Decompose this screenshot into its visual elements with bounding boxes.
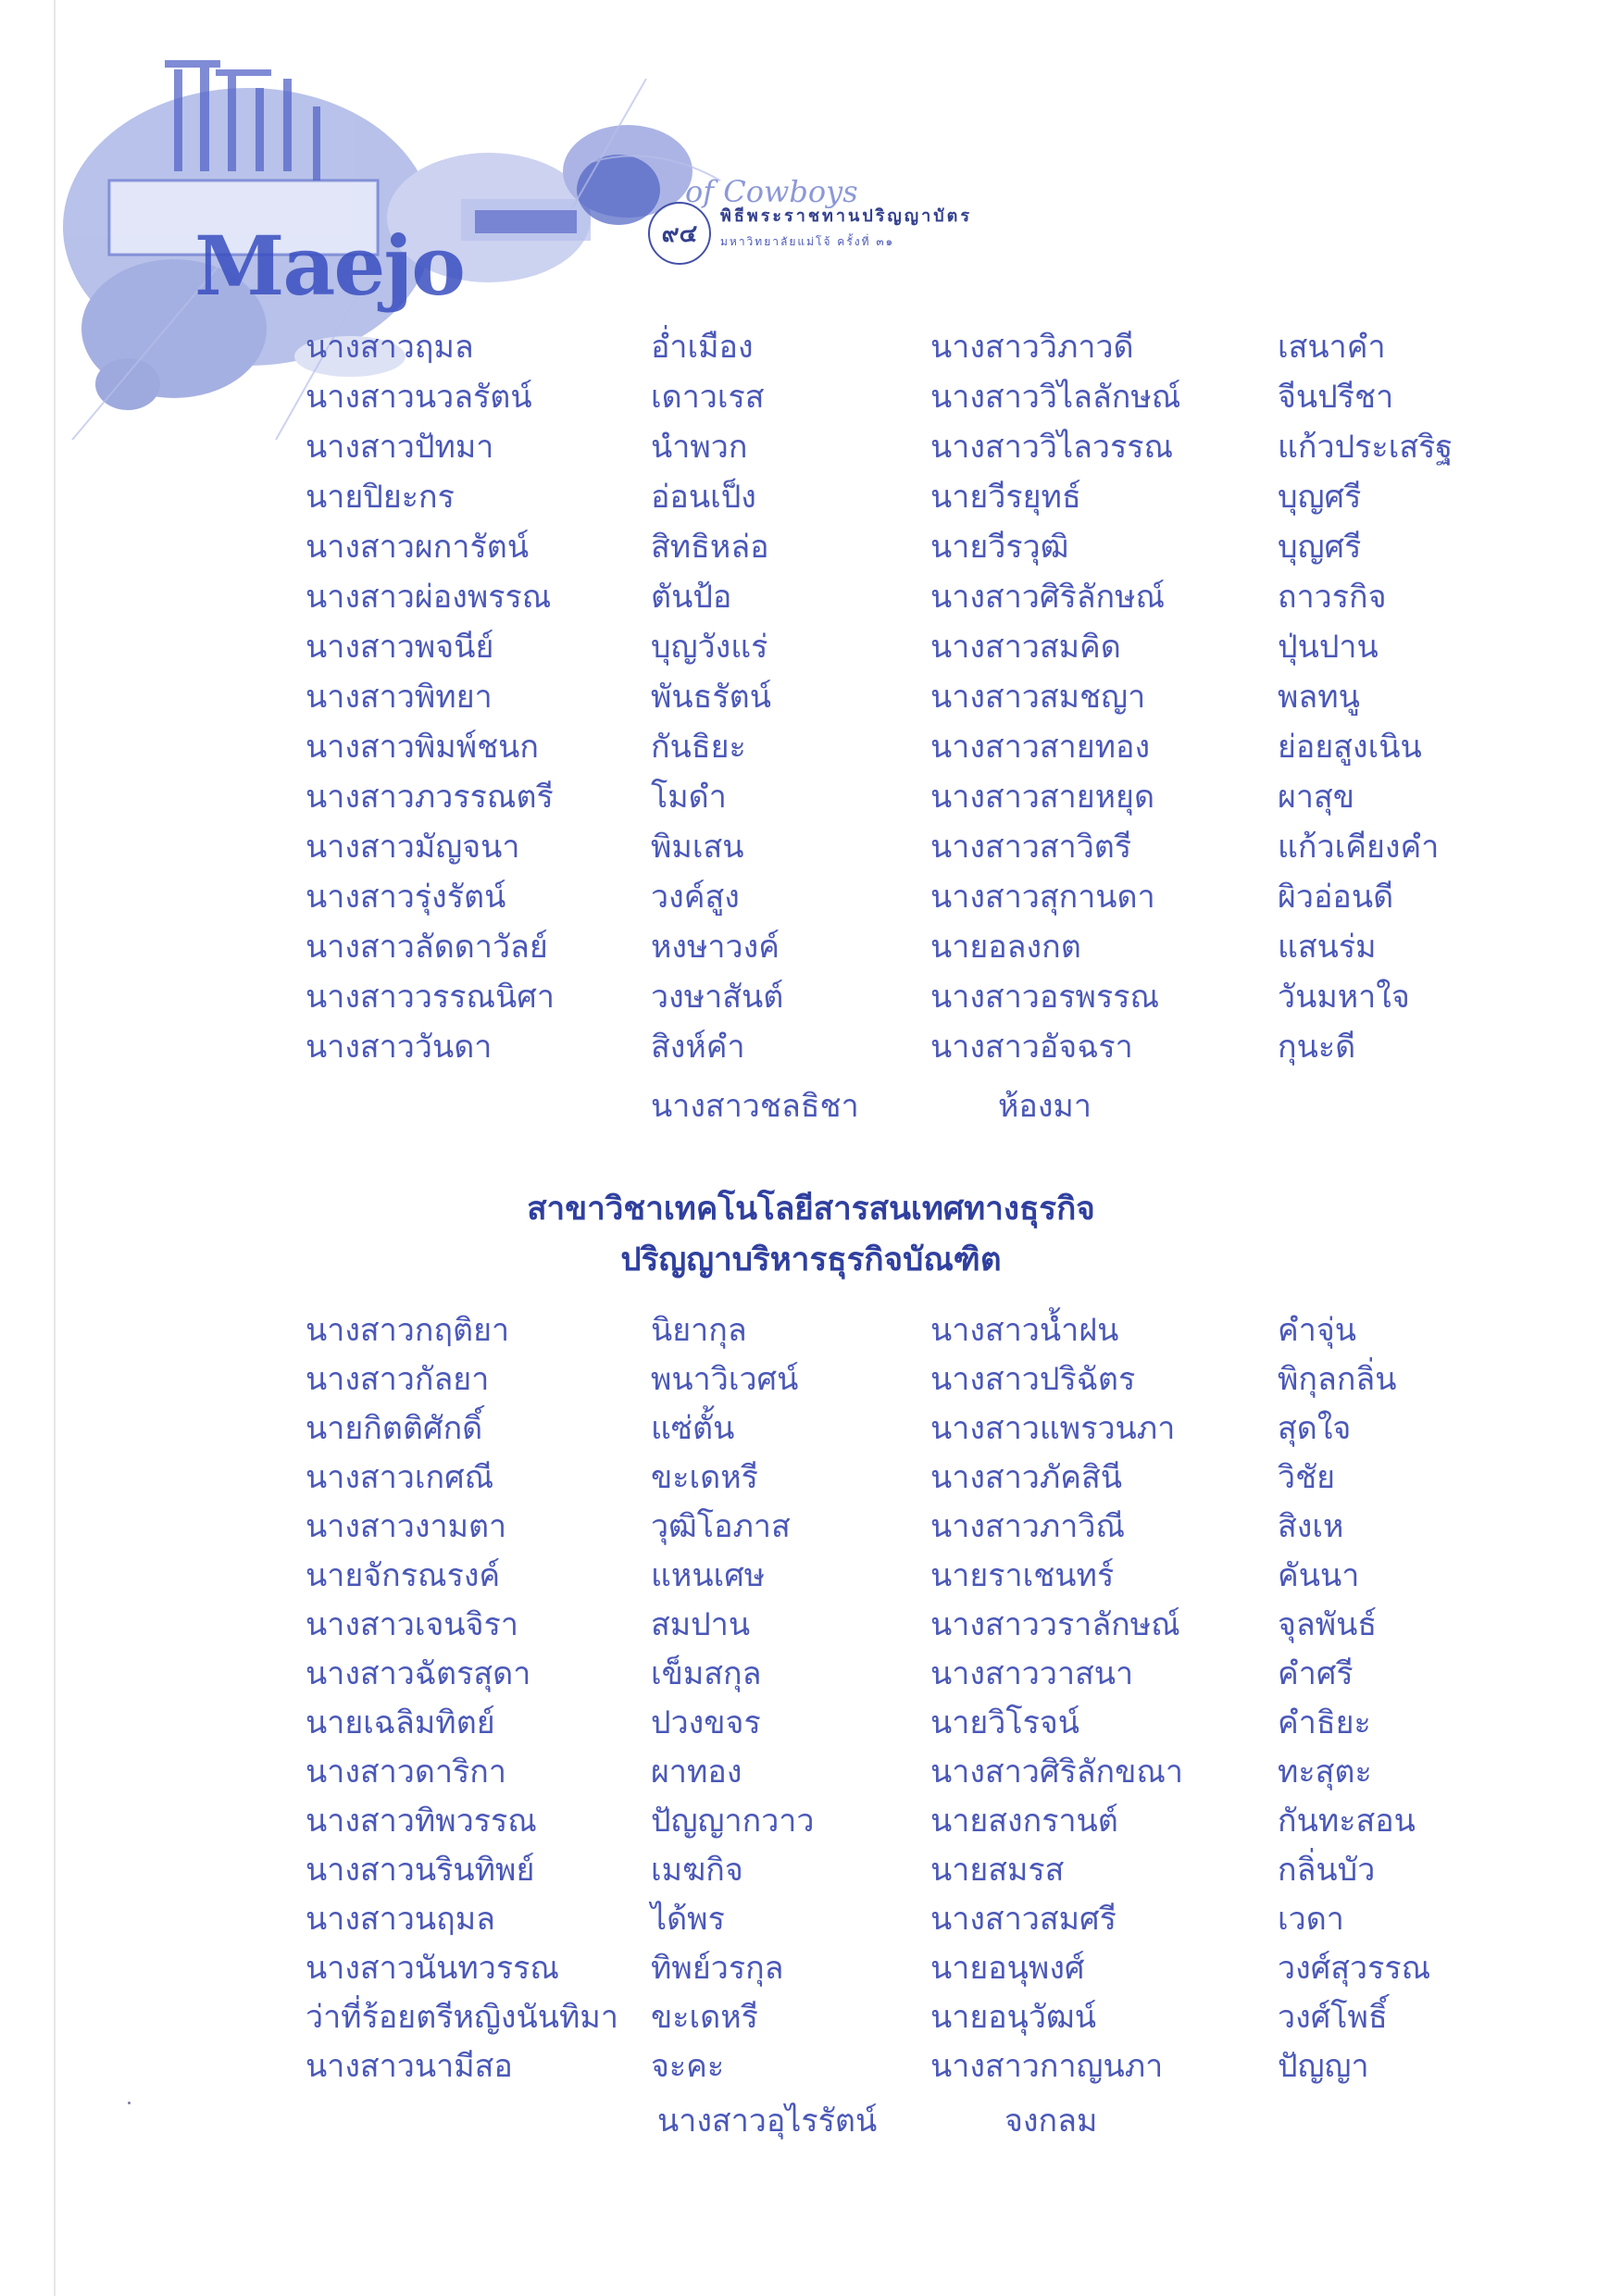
name-entry: นางสาวสาวิตรี — [930, 829, 1132, 866]
name-entry: คำศรี — [1278, 1655, 1354, 1692]
name-entry: นางสาววิไลลักษณ์ — [930, 379, 1181, 416]
name-entry: สุดใจ — [1278, 1410, 1352, 1447]
name-entry: คำธิยะ — [1278, 1704, 1371, 1741]
name-entry: วงศ์โพธิ์ — [1278, 1999, 1388, 2036]
name-entry: นางสาวสมศรี — [930, 1901, 1117, 1938]
name-entry: สิงเห — [1278, 1508, 1344, 1545]
ceremony-title: พิธีพระราชทานปริญญาบัตร — [720, 206, 972, 226]
name-entry: เมฆกิจ — [651, 1852, 743, 1889]
name-entry: นางสาวพิมพ์ชนก — [306, 729, 540, 766]
name-entry: ย่อยสูงเนิน — [1278, 729, 1422, 766]
name-entry: นางสาววราลักษณ์ — [930, 1606, 1180, 1643]
name-entry: นางสาวสายทอง — [930, 729, 1151, 766]
name-entry: วงศ์สุวรรณ — [1278, 1950, 1431, 1987]
name-entry: ปวงขจร — [651, 1704, 761, 1741]
name-entry: แหนเศษ — [651, 1557, 766, 1594]
name-entry: นางสาวกัลยา — [306, 1361, 490, 1398]
name-entry: นางสาวภาวิณี — [930, 1508, 1126, 1545]
name-entry: นายจักรณรงค์ — [306, 1557, 501, 1594]
name-entry: นางสาวฤมล — [306, 329, 474, 366]
name-entry: นางสาววิภาวดี — [930, 329, 1134, 366]
name-entry: ปุ่นปาน — [1278, 629, 1379, 666]
name-entry: พิกุลกลิ่น — [1278, 1361, 1397, 1398]
name-entry: นางสาวกาญนภา — [930, 2048, 1164, 2085]
name-entry: ผิวอ่อนดี — [1278, 879, 1394, 916]
name-entry: นำพวก — [651, 429, 748, 466]
name-entry: สิทธิหล่อ — [651, 529, 769, 566]
name-entry: แสนร่ม — [1278, 929, 1377, 966]
name-entry: นางสาวแพรวนภา — [930, 1410, 1176, 1447]
name-entry: นางสาวปัทมา — [306, 429, 494, 466]
name-entry: พิมเสน — [651, 829, 744, 866]
name-entry: กันทะสอน — [1278, 1803, 1416, 1840]
ceremony-subtitle: มหาวิทยาลัยแม่โจ้ ครั้งที่ ๓๑ — [720, 235, 895, 248]
degree-heading: ปริญญาบริหารธุรกิจบัณฑิต — [620, 1242, 1002, 1279]
name-entry: นายวีรยุทธ์ — [930, 479, 1081, 516]
name-entry: นางสาวอัจฉรา — [930, 1029, 1133, 1066]
name-entry: เวดา — [1278, 1901, 1344, 1938]
name-entry: นางสาววาสนา — [930, 1655, 1134, 1692]
name-entry: นางสาวสายหยุด — [930, 779, 1155, 816]
name-entry: นางสาวรุ่งรัตน์ — [306, 879, 506, 916]
name-entry: พลทนู — [1278, 679, 1360, 716]
name-entry: วิชัย — [1278, 1459, 1336, 1496]
name-entry: นางสาวเกศณี — [306, 1459, 494, 1496]
name-entry: จงกลม — [1004, 2103, 1098, 2140]
name-entry: เดาวเรส — [651, 379, 765, 416]
name-entry: นางสาวฉัตรสุดา — [306, 1655, 531, 1692]
name-entry: นางสาวนันทวรรณ — [306, 1950, 559, 1987]
name-entry: นางสาวศิริลักขณา — [930, 1753, 1184, 1791]
name-entry: นายราเชนทร์ — [930, 1557, 1115, 1594]
name-entry: นางสาวนรินทิพย์ — [306, 1852, 535, 1889]
name-entry: นางสาวมัญจนา — [306, 829, 520, 866]
name-entry: นายอลงกต — [930, 929, 1081, 966]
name-entry: อ่ำเมือง — [651, 329, 754, 366]
name-entry: ตันป้อ — [651, 579, 732, 616]
name-entry: นางสาววรรณนิศา — [306, 979, 555, 1016]
name-entry: นายสงกรานต์ — [930, 1803, 1118, 1840]
name-entry: นางสาวพจนีย์ — [306, 629, 494, 666]
name-entry: นางสาวผการัตน์ — [306, 529, 530, 566]
name-entry: บุญศรี — [1278, 529, 1362, 566]
name-entry: นิยากุล — [651, 1312, 747, 1349]
name-entry: นางสาวลัดดาวัลย์ — [306, 929, 548, 966]
name-entry: กลิ่นบัว — [1278, 1852, 1376, 1889]
name-entry: ว่าที่ร้อยตรีหญิงนันทิมา — [306, 1999, 618, 2036]
name-entry: ผาสุข — [1278, 779, 1355, 816]
name-entry: ขะเดหรี — [651, 1459, 758, 1496]
name-entry: นายสมรส — [930, 1852, 1065, 1889]
name-entry: โมดำ — [651, 779, 727, 816]
name-entry: นางสาวอรพรรณ — [930, 979, 1160, 1016]
name-entry: กุนะดี — [1278, 1029, 1356, 1066]
name-entry: คันนา — [1278, 1557, 1360, 1594]
name-entry: นางสาวศิริลักษณ์ — [930, 579, 1166, 616]
name-entry: ปัญญา — [1278, 2048, 1369, 2085]
name-entry: นางสาวชลธิชา — [651, 1088, 859, 1125]
name-entry: นางสาวสุกานดา — [930, 879, 1155, 916]
name-entry: จีนปรีชา — [1278, 379, 1394, 416]
name-entry: นางสาวปริฉัตร — [930, 1361, 1136, 1398]
script-caption: of Cowboys — [685, 174, 858, 209]
name-entry: นางสาววันดา — [306, 1029, 493, 1066]
name-entry: นางสาวอุไรรัตน์ — [657, 2103, 878, 2140]
name-entry: นางสาวสมคิด — [930, 629, 1121, 666]
name-entry: สมปาน — [651, 1606, 751, 1643]
name-entry: นางสาวสมชญา — [930, 679, 1146, 716]
name-entry: ขะเดหรี — [651, 1999, 758, 2036]
name-entry: นางสาวน้ำฝน — [930, 1312, 1119, 1349]
name-entry: วุฒิโอภาส — [651, 1508, 791, 1545]
name-entry: ผาทอง — [651, 1753, 742, 1791]
name-entry: ทิพย์วรกุล — [651, 1950, 784, 1987]
name-entry: บุญศรี — [1278, 479, 1362, 516]
name-entry: นางสาวนวลรัตน์ — [306, 379, 532, 416]
name-entry: บุญวังแร่ — [651, 629, 768, 666]
name-entry: ห้องมา — [998, 1088, 1092, 1125]
name-entry: นายเฉลิมทิตย์ — [306, 1704, 495, 1741]
name-entry: นางสาวงามตา — [306, 1508, 507, 1545]
name-entry: นางสาวทิพวรรณ — [306, 1803, 537, 1840]
name-entry: นางสาวนามีสอ — [306, 2048, 513, 2085]
name-entry: แก้วเคียงคำ — [1278, 829, 1440, 866]
name-entry: ถาวรกิจ — [1278, 579, 1387, 616]
name-entry: นายอนุพงศ์ — [930, 1950, 1085, 1987]
name-entry: ได้พร — [651, 1901, 725, 1938]
name-entry: นางสาวดาริกา — [306, 1753, 506, 1791]
name-entry: ปัญญากวาว — [651, 1803, 815, 1840]
major-heading: สาขาวิชาเทคโนโลยีสารสนเทศทางธุรกิจ — [527, 1191, 1095, 1228]
name-entry: วันมหาใจ — [1278, 979, 1410, 1016]
name-entry: เสนาคำ — [1278, 329, 1386, 366]
scan-speck — [128, 2102, 131, 2104]
name-entry: จะคะ — [651, 2048, 725, 2085]
name-entry: นายวีรวุฒิ — [930, 529, 1069, 566]
name-entry: นางสาวเจนจิรา — [306, 1606, 518, 1643]
name-entry: วงษาสันต์ — [651, 979, 784, 1016]
name-entry: นายปิยะกร — [306, 479, 455, 516]
name-entry: ทะสุตะ — [1278, 1753, 1372, 1791]
name-entry: นางสาวพิทยา — [306, 679, 493, 716]
name-entry: กันธิยะ — [651, 729, 746, 766]
name-entry: นายวิโรจน์ — [930, 1704, 1080, 1741]
name-entry: สิงห์คำ — [651, 1029, 745, 1066]
name-entry: นางสาวภัคสินี — [930, 1459, 1123, 1496]
name-entry: วงค์สูง — [651, 879, 740, 916]
name-entry: แก้วประเสริฐ — [1278, 429, 1454, 466]
name-entry: แซ่ตั้น — [651, 1410, 735, 1447]
name-entry: เข็มสกุล — [651, 1655, 762, 1692]
name-entry: อ่อนเป็ง — [651, 479, 756, 516]
name-entry: นายอนุวัฒน์ — [930, 1999, 1096, 2036]
name-entry: จุลพันธ์ — [1278, 1606, 1378, 1643]
name-entry: นางสาววิไลวรรณ — [930, 429, 1174, 466]
name-entry: นางสาวนฤมล — [306, 1901, 495, 1938]
name-entry: หงษาวงค์ — [651, 929, 780, 966]
logo-text: Maejo — [194, 218, 464, 314]
name-entry: พันธรัตน์ — [651, 679, 771, 716]
page-number-badge: ๙๔ — [648, 202, 711, 265]
name-entry: นายกิตติศักดิ์ — [306, 1410, 483, 1447]
name-entry: นางสาวกฤติยา — [306, 1312, 510, 1349]
name-entry: นางสาวผ่องพรรณ — [306, 579, 552, 616]
name-entry: นางสาวภวรรณตรี — [306, 779, 554, 816]
name-entry: คำจุ่น — [1278, 1312, 1356, 1349]
name-entry: พนาวิเวศน์ — [651, 1361, 799, 1398]
